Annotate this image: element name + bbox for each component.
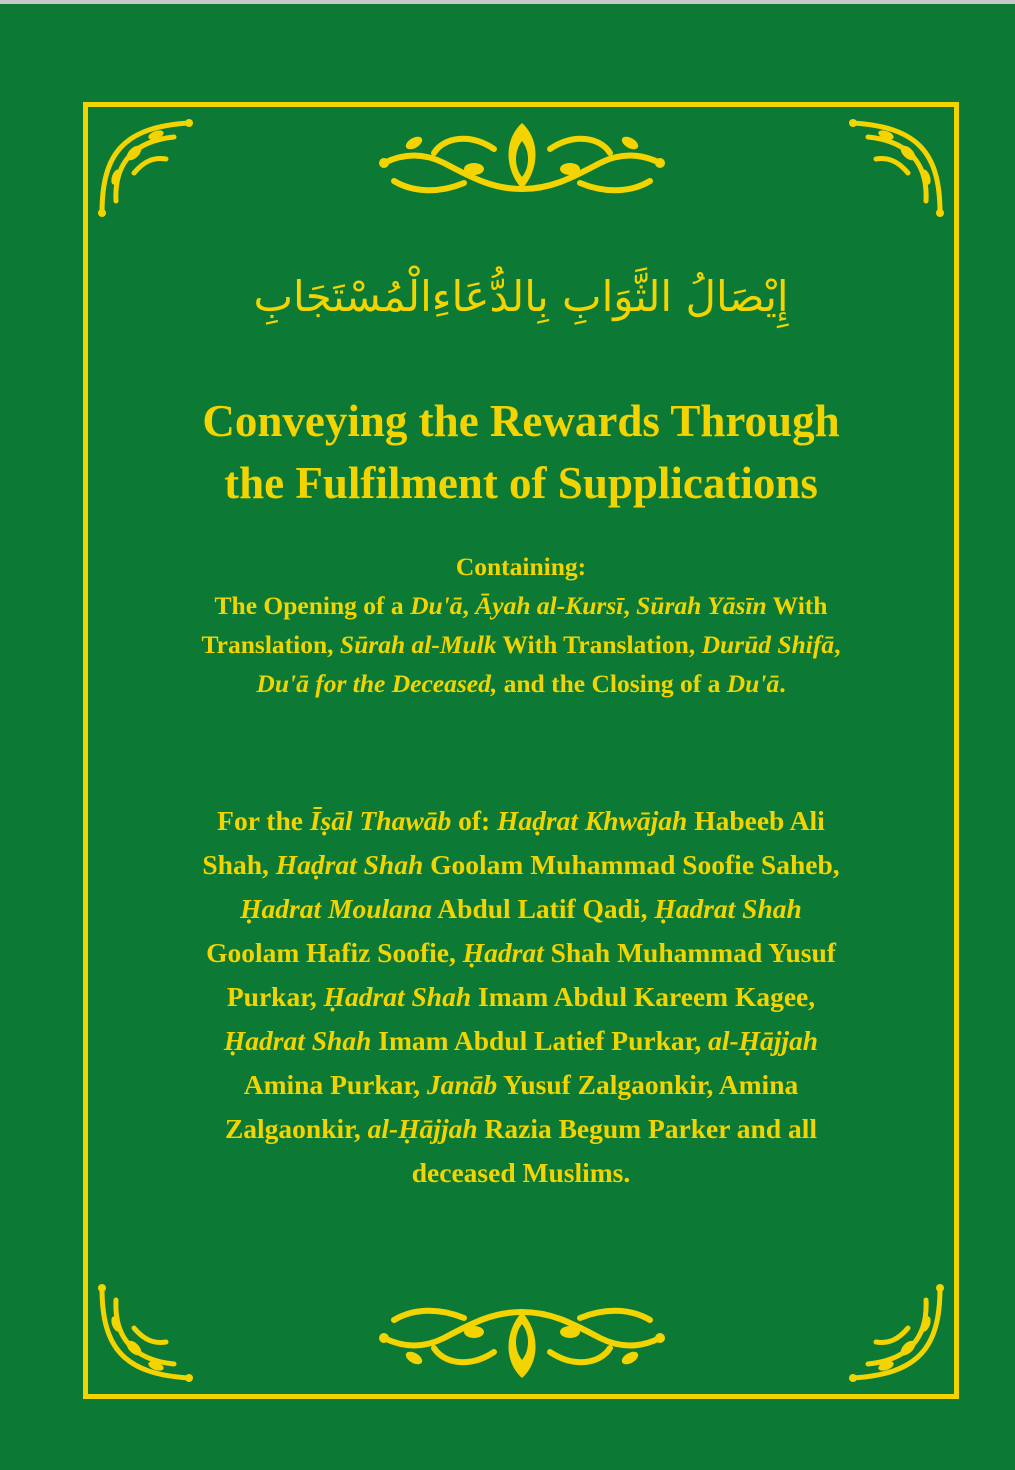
contents-summary	[108, 547, 934, 703]
text-run: Goolam Muhammad Soofie Saheb,	[423, 849, 840, 880]
dedication-line-6	[108, 1019, 934, 1063]
italic-run: Du'ā	[410, 591, 463, 620]
page-title	[88, 390, 954, 514]
dedication-line-7	[108, 1063, 934, 1107]
italic-run: Īṣāl Thawāb	[309, 805, 452, 836]
italic-run: Āyah al-Kursī	[475, 591, 624, 620]
italic-run: Haḍrat Khwājah	[497, 805, 688, 836]
italic-run: Ḥadrat Moulana	[240, 893, 432, 924]
text-run: Abdul Latif Qadi,	[431, 893, 655, 924]
dedication-line-1	[108, 799, 934, 843]
text-run: Zalgaonkir,	[224, 1113, 368, 1144]
text-run: Imam Abdul Kareem Kagee,	[471, 981, 816, 1012]
arabic-title: إِيْصَالُ الثَّوَابِ بِالدُّعَاءِالْمُسْتَجَابِ	[253, 272, 789, 321]
text-run: For the	[217, 805, 310, 836]
center-ornament-top	[374, 119, 670, 203]
italic-run: Ḥadrat Shah	[323, 981, 472, 1012]
containing-line-1	[108, 586, 934, 625]
dedication-paragraph	[108, 799, 934, 1195]
text-run: Razia Begum Parker and all	[477, 1113, 818, 1144]
corner-flourish-bottom-right	[838, 1278, 948, 1388]
dedication-line-8	[108, 1107, 934, 1151]
text-run: Yusuf Zalgaonkir, Amina	[497, 1069, 799, 1100]
dedication-line-4	[108, 931, 934, 975]
text-run: ,	[623, 591, 637, 620]
text-run: Purkar,	[226, 981, 324, 1012]
top-edge-strip	[0, 0, 1015, 4]
italic-run: Ḥadrat	[462, 937, 544, 968]
containing-line-2	[108, 625, 934, 664]
containing-line-3	[108, 664, 934, 703]
italic-run: Durūd Shifā	[701, 630, 835, 659]
text-run: deceased Muslims.	[411, 1157, 631, 1188]
corner-flourish-top-left	[94, 113, 204, 223]
text-run: ,	[834, 630, 841, 659]
text-run: Shah,	[202, 849, 276, 880]
italic-run: Sūrah al-Mulk	[339, 630, 497, 659]
text-run: and the Closing of a	[497, 669, 727, 698]
text-run: of:	[451, 805, 498, 836]
text-run: ,	[462, 591, 476, 620]
title-line-1: Conveying the Rewards Through	[202, 396, 840, 446]
dedication-line-2	[108, 843, 934, 887]
italic-run: Du'ā	[726, 669, 780, 698]
title-line-2: the Fulfilment of Supplications	[224, 458, 818, 508]
gold-border-frame	[83, 102, 959, 1399]
italic-run: al-Ḥājjah	[367, 1113, 478, 1144]
text-run: Habeeb Ali	[687, 805, 825, 836]
italic-run: Haḍrat Shah	[275, 849, 424, 880]
dedication-line-9	[108, 1151, 934, 1195]
italic-run: al-Ḥājjah	[708, 1025, 819, 1056]
containing-heading: Containing:	[455, 552, 587, 581]
text-run: Amina Purkar,	[243, 1069, 427, 1100]
italic-run: Sūrah Yāsīn	[636, 591, 767, 620]
italic-run: Du'ā for the Deceased,	[256, 669, 498, 698]
text-run: .	[779, 669, 786, 698]
italic-run: Ḥadrat Shah	[654, 893, 802, 924]
text-run: Translation,	[201, 630, 340, 659]
dedication-line-5	[108, 975, 934, 1019]
text-run: The Opening of a	[214, 591, 411, 620]
corner-flourish-bottom-left	[94, 1278, 204, 1388]
corner-flourish-top-right	[838, 113, 948, 223]
text-run: With	[766, 591, 828, 620]
text-run: Shah Muhammad Yusuf	[543, 937, 836, 968]
dedication-line-3	[108, 887, 934, 931]
text-run: With Translation,	[496, 630, 702, 659]
center-ornament-bottom	[374, 1298, 670, 1382]
text-run: Imam Abdul Latief Purkar,	[371, 1025, 709, 1056]
italic-run: Ḥadrat Shah	[223, 1025, 372, 1056]
italic-run: Janāb	[426, 1069, 498, 1100]
text-run: Goolam Hafiz Soofie,	[206, 937, 463, 968]
